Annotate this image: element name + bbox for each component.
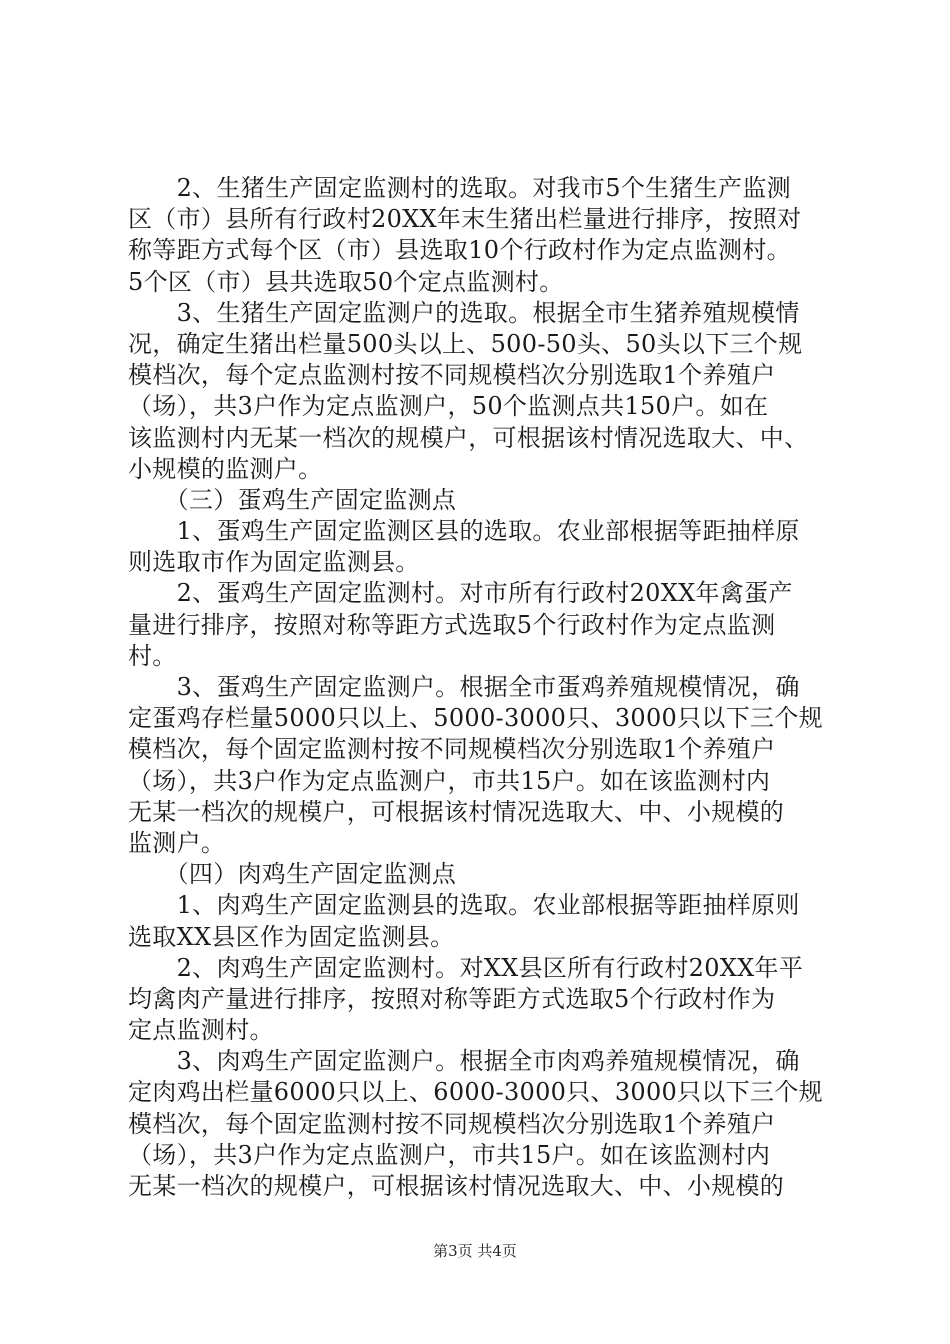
text-line: 1、肉鸡生产固定监测县的选取。农业部根据等距抽样原则 bbox=[128, 891, 800, 920]
page-footer bbox=[0, 1240, 950, 1261]
text-line: 称等距方式每个区（市）县选取10个行政村作为定点监测村。 bbox=[128, 236, 791, 265]
text-line: 3、生猪生产固定监测户的选取。根据全市生猪养殖规模情 bbox=[128, 298, 800, 327]
text-line: （场），共3户作为定点监测户，市共15户。如在该监测村内 bbox=[128, 1140, 771, 1169]
page-number-label: 第3页 共4页 bbox=[433, 1242, 517, 1260]
section-heading: （四）肉鸡生产固定监测点 bbox=[128, 860, 457, 889]
text-line: 选取XX县区作为固定监测县。 bbox=[128, 922, 455, 951]
text-line: 5个区（市）县共选取50个定点监测村。 bbox=[128, 267, 564, 296]
section-heading: （三）蛋鸡生产固定监测点 bbox=[128, 485, 457, 514]
text-line: 均禽肉产量进行排序，按照对称等距方式选取5个行政村作为 bbox=[128, 984, 776, 1013]
text-line: 模档次，每个固定监测村按不同规模档次分别选取1个养殖户 bbox=[128, 735, 776, 764]
text-line: （场），共3户作为定点监测户，50个监测点共150户。如在 bbox=[128, 392, 769, 421]
text-line: 村。 bbox=[128, 641, 177, 670]
text-line: 3、肉鸡生产固定监测户。根据全市肉鸡养殖规模情况，确 bbox=[128, 1047, 800, 1076]
text-line: 小规模的监测户。 bbox=[128, 454, 323, 483]
text-line: 1、蛋鸡生产固定监测区县的选取。农业部根据等距抽样原 bbox=[128, 517, 800, 546]
text-line: 2、肉鸡生产固定监测村。对XX县区所有行政村20XX年平 bbox=[128, 953, 804, 982]
text-line: 则选取市作为固定监测县。 bbox=[128, 548, 420, 577]
text-line: 模档次，每个固定监测村按不同规模档次分别选取1个养殖户 bbox=[128, 1109, 776, 1138]
document-body bbox=[128, 173, 834, 1202]
text-line: 3、蛋鸡生产固定监测户。根据全市蛋鸡养殖规模情况，确 bbox=[128, 673, 800, 701]
text-line: 监测户。 bbox=[128, 828, 226, 857]
text-line: 况，确定生猪出栏量500头以上、500-50头、50头以下三个规 bbox=[128, 329, 803, 358]
text-line: （场），共3户作为定点监测户，市共15户。如在该监测村内 bbox=[128, 766, 771, 795]
text-line: 量进行排序，按照对称等距方式选取5个行政村作为定点监测 bbox=[128, 610, 776, 639]
text-line: 模档次，每个定点监测村按不同规模档次分别选取1个养殖户 bbox=[128, 361, 776, 390]
text-line: 定肉鸡出栏量6000只以上、6000-3000只、3000只以下三个规 bbox=[128, 1078, 823, 1107]
text-line: 无某一档次的规模户，可根据该村情况选取大、中、小规模的 bbox=[128, 1172, 785, 1200]
text-line: 该监测村内无某一档次的规模户，可根据该村情况选取大、中、 bbox=[128, 423, 809, 452]
text-line: 无某一档次的规模户，可根据该村情况选取大、中、小规模的 bbox=[128, 797, 785, 826]
text-line: 2、生猪生产固定监测村的选取。对我市5个生猪生产监测 bbox=[128, 174, 791, 202]
text-line: 定蛋鸡存栏量5000只以上、5000-3000只、3000只以下三个规 bbox=[128, 704, 823, 733]
text-line: 定点监测村。 bbox=[128, 1016, 274, 1045]
text-line: 2、蛋鸡生产固定监测村。对市所有行政村20XX年禽蛋产 bbox=[128, 579, 793, 608]
text-line: 区（市）县所有行政村20XX年末生猪出栏量进行排序，按照对 bbox=[128, 205, 802, 234]
